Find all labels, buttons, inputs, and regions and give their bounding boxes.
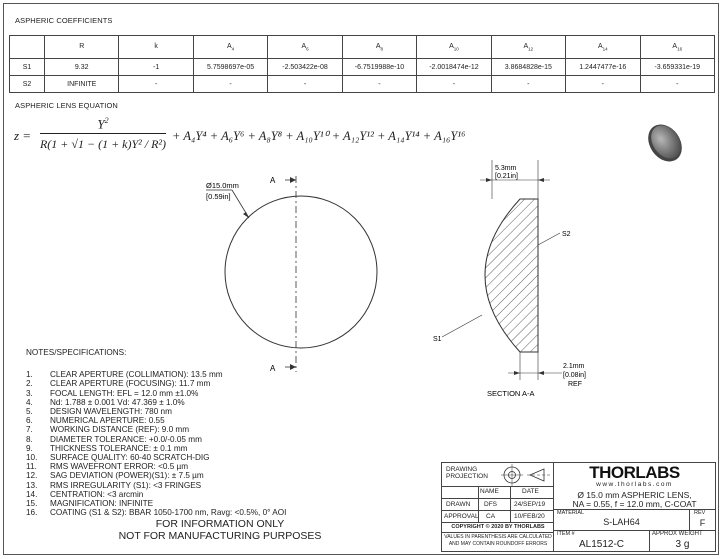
section-mark-bottom: A xyxy=(270,364,276,373)
table-corner xyxy=(10,36,45,59)
note-item: 8. DIAMETER TOLERANCE: +0.0/-0.05 mm xyxy=(26,434,202,444)
note-item: 6. NUMERICAL APERTURE: 0.55 xyxy=(26,416,165,426)
note-item: 15. MAGNIFICATION: INFINITE xyxy=(26,499,154,509)
approval-date: 10/FEB/20 xyxy=(514,513,545,520)
column-header: $A_8$ xyxy=(342,36,416,59)
lens-equation-label: ASPHERIC LENS EQUATION xyxy=(15,101,118,110)
item-number: AL1512-C xyxy=(578,539,625,550)
note-item: 10. SURFACE QUALITY: 60-40 SCRATCH-DIG xyxy=(26,453,210,463)
table-cell: - xyxy=(417,76,491,93)
part-description-1: Ø 15.0 mm ASPHERIC LENS, xyxy=(577,490,692,500)
note-item: 16. COATING (S1 & S2): BBAR 1050-1700 nm, Ravg: <0.5%, 0° AOI xyxy=(26,508,287,518)
column-header: R xyxy=(45,36,119,59)
table-cell: - xyxy=(342,76,416,93)
thickness-in: [0.21in] xyxy=(495,173,518,180)
table-cell: -2.503422e-08 xyxy=(268,59,342,76)
projection-symbol-icon xyxy=(500,464,552,486)
copyright: COPYRIGHT © 2020 BY THORLABS xyxy=(451,524,545,530)
disclaimer-line2: NOT FOR MANUFACTURING PURPOSES xyxy=(118,530,322,542)
section-view-drawing xyxy=(420,155,620,405)
front-dia-mm: Ø15.0mm xyxy=(206,181,239,190)
table-cell: -2.0018474e-12 xyxy=(417,59,491,76)
notes-heading: NOTES/SPECIFICATIONS: xyxy=(26,348,127,357)
note-item: 11. RMS WAVEFRONT ERROR: <0.5 µm xyxy=(26,462,189,472)
weight-value: 3 g xyxy=(675,539,690,550)
equation-polynomial: + A₄Y⁴ + A₆Y⁶ + A₈Y⁸ + A₁₀Y¹⁰ + A₁₂Y¹² + A₁₄Y¹⁴ + A₁₆Y¹⁶ xyxy=(172,129,466,143)
item-label: ITEM # xyxy=(557,531,575,537)
column-header: $A_{12}$ xyxy=(491,36,565,59)
section-caption: SECTION A-A xyxy=(487,389,535,398)
note-item: 12. SAG DEVIATION (POWER)(S1): ± 7.5 µm xyxy=(26,471,204,481)
table-cell: 1.2447477e-16 xyxy=(566,59,640,76)
note-item: 2. CLEAR APERTURE (FOCUSING): 11.7 mm xyxy=(26,379,211,389)
equation-denominator: R(1 + √1 − (1 + k)Y² / R²) xyxy=(39,137,167,151)
column-header: $A_4$ xyxy=(193,36,267,59)
part-description-2: NA = 0.55, f = 12.0 mm, C-COAT xyxy=(572,499,697,509)
rev-label: REV xyxy=(694,510,706,516)
column-header: $A_{14}$ xyxy=(566,36,640,59)
rounding-note: VALUES IN PARENTHESIS ARE CALCULATED AND MAY CONTAIN ROUNDOFF ERRORS xyxy=(444,534,552,547)
thickness-mm: 5.3mm xyxy=(495,165,517,172)
table-cell: -3.659331e-19 xyxy=(640,59,715,76)
table-cell: - xyxy=(491,76,565,93)
disclaimer-line1: FOR INFORMATION ONLY xyxy=(155,518,285,530)
notes-specifications xyxy=(26,348,286,517)
front-dia-in: [0.59in] xyxy=(206,192,231,201)
drawing-projection-label: DRAWING PROJECTION xyxy=(446,466,488,480)
approval-name: CA xyxy=(486,513,496,520)
table-row xyxy=(10,76,715,93)
lens-photo-icon xyxy=(640,120,690,170)
weight-label: APPROX WEIGHT xyxy=(652,531,703,537)
thorlabs-logo: THORLABS xyxy=(589,463,680,482)
approval-label: APPROVAL xyxy=(444,513,479,520)
material-label: MATERIAL xyxy=(557,510,585,516)
column-header: $A_6$ xyxy=(268,36,342,59)
table-cell: - xyxy=(268,76,342,93)
drawn-date: 24/SEP/19 xyxy=(514,501,546,508)
material-value: S-LAH64 xyxy=(603,517,640,527)
rev-value: F xyxy=(699,518,706,528)
table-cell: 5.7598697e-05 xyxy=(193,59,267,76)
note-item: 14. CENTRATION: <3 arcmin xyxy=(26,489,144,499)
equation-numerator: $Y^2$ xyxy=(97,116,109,132)
table-cell: - xyxy=(566,76,640,93)
aspheric-coefficients-label: ASPHERIC COEFFICIENTS xyxy=(15,16,113,25)
table-cell: INFINITE xyxy=(45,76,119,93)
row-label: S1 xyxy=(10,59,45,76)
drawn-name: DFS xyxy=(484,501,497,508)
table-cell: 3.8684828e-15 xyxy=(491,59,565,76)
table-cell: - xyxy=(640,76,715,93)
edge-in: [0.08in] xyxy=(563,372,586,379)
note-item: 9. THICKNESS TOLERANCE: ± 0.1 mm xyxy=(26,443,188,453)
table-cell: - xyxy=(193,76,267,93)
column-header: $A_{16}$ xyxy=(640,36,715,59)
drawn-label: DRAWN xyxy=(446,501,471,508)
table-cell: -1 xyxy=(119,59,193,76)
column-header: $A_{10}$ xyxy=(417,36,491,59)
ref-label: REF xyxy=(568,381,582,388)
equation-lhs: z = xyxy=(14,128,32,143)
note-item: 7. WORKING DISTANCE (REF): 9.0 mm xyxy=(26,425,190,435)
name-header: NAME xyxy=(480,488,499,495)
note-item: 3. FOCAL LENGTH: EFL = 12.0 mm ±1.0% xyxy=(26,388,199,398)
table-row xyxy=(10,59,715,76)
table-cell: 9.32 xyxy=(45,59,119,76)
note-item: 1. CLEAR APERTURE (COLLIMATION): 13.5 mm xyxy=(26,370,223,380)
note-item: 13. RMS IRREGULARITY (S1): <3 FRINGES xyxy=(26,480,202,490)
column-header: k xyxy=(119,36,193,59)
section-mark-top: A xyxy=(270,176,276,185)
table-cell: - xyxy=(119,76,193,93)
s1-label: S1 xyxy=(433,336,442,343)
disclaimer xyxy=(100,518,340,542)
thorlabs-url: www.thorlabs.com xyxy=(596,481,673,488)
row-label: S2 xyxy=(10,76,45,93)
date-header: DATE xyxy=(522,488,539,495)
aspheric-equation xyxy=(14,116,484,156)
edge-mm: 2.1mm xyxy=(563,363,585,370)
note-item: 4. Nd: 1.788 ± 0.001 Vd: 47.369 ± 1.0% xyxy=(26,397,185,407)
note-item: 5. DESIGN WAVELENGTH: 780 nm xyxy=(26,407,172,417)
title-block xyxy=(441,462,716,552)
table-cell: -6.7519988e-10 xyxy=(342,59,416,76)
aspheric-coefficients-table xyxy=(9,35,715,93)
s2-label: S2 xyxy=(562,231,571,238)
